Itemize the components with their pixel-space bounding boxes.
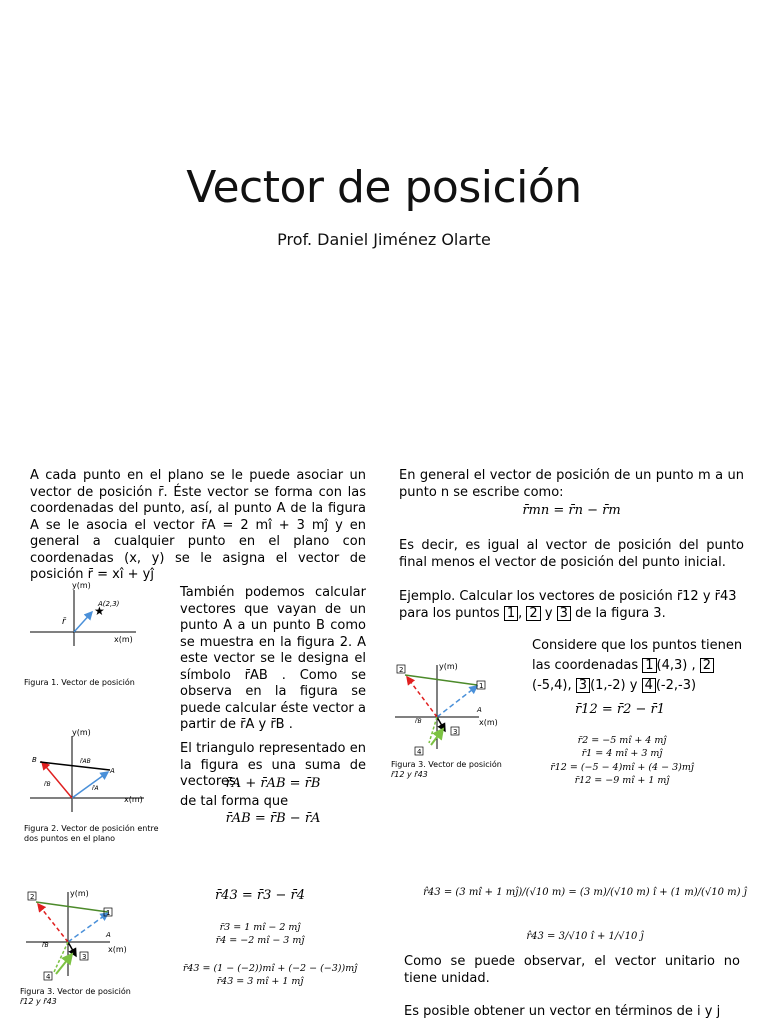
fig1-xlabel: x(m)	[114, 635, 133, 644]
fig3r-ylabel: y(m)	[439, 662, 458, 671]
es-posible-paragraph: Es posible obtener un vector en términos de i y j	[404, 1004, 721, 1019]
fig3r-caption-1: Figura 3. Vector de posición	[391, 760, 502, 769]
fig3-right-caption	[391, 760, 511, 780]
intro-paragraph: A cada punto en el plano se le puede asociar un vector de posición r̄. Éste vector se forma con las coordenadas del punto, así, al punto A de la figura A se le asocia el vector r̄A = 2 mî + 3 mĵ y en general a cualquier punto en el plano con coordenadas (x, y) se le asigna el vector de posición r̄ = xî + yĵ	[30, 468, 366, 582]
considere-text: Considere que los puntos tienen las coordenadas	[532, 638, 743, 673]
fig3b-xlabel: x(m)	[108, 945, 127, 954]
ejemplo-text: Ejemplo. Calcular los vectores de posición r̄12 y r̄43 para los puntos	[399, 589, 737, 621]
coord-4: (-2,-3)	[655, 678, 697, 693]
fig2-rb: r̄B	[44, 781, 51, 788]
fig3b-caption-2: r̄12 y r̄43	[20, 997, 57, 1006]
eq-r12: r̄12 = r̄2 − r̄1	[574, 702, 666, 717]
r1-eq: r̄1 = 4 mî + 3 mĵ	[581, 748, 663, 759]
fig3r-n3: 3	[453, 728, 458, 736]
coord-3-box: 3	[576, 678, 590, 693]
fig3r-rb: r̄B	[415, 718, 422, 725]
fig3b-ylabel: y(m)	[70, 889, 89, 898]
position-vector	[74, 612, 92, 632]
star-icon: ★	[94, 604, 105, 618]
fig3b-n4: 4	[46, 973, 51, 981]
fig3r-n4: 4	[417, 748, 422, 756]
fig3r-a: A	[477, 706, 482, 714]
r43a-eq: r̄43 = (1 − (−2))mî + (−2 − (−3))mĵ	[182, 963, 358, 974]
r43b-eq: r̄43 = 3 mî + 1 mĵ	[216, 976, 304, 987]
eq-sum: r̄A + r̄AB = r̄B	[225, 776, 321, 791]
eq-diff: r̄AB = r̄B − r̄A	[225, 811, 321, 826]
point-1-box: 1	[504, 606, 518, 621]
fig3r-xlabel: x(m)	[479, 718, 498, 727]
fig2-b: B	[32, 756, 37, 764]
r2-eq: r̄2 = −5 mî + 4 mĵ	[577, 735, 667, 746]
fig1-ylabel: y(m)	[72, 581, 91, 590]
fig2-caption: Figura 2. Vector de posición entre dos puntos en el plano	[24, 824, 159, 843]
fig2-ra: r̄A	[92, 785, 99, 792]
unit-vector-eq-2: r̂43 = 3/√10 î + 1/√10 ĵ	[526, 931, 644, 942]
es-decir-paragraph: Es decir, es igual al vector de posición del punto final menos el vector de posición del punto inicial.	[399, 538, 744, 570]
fig3r-n1: 1	[479, 682, 484, 690]
figure-2	[26, 722, 154, 816]
point-3-box: 3	[557, 606, 571, 621]
r3-eq: r̄3 = 1 mî − 2 mĵ	[219, 922, 301, 933]
r12a-eq: r̄12 = (−5 − 4)mî + (4 − 3)mĵ	[550, 762, 694, 773]
ejemplo-end: de la figura 3.	[575, 605, 666, 621]
page-subtitle: Prof. Daniel Jiménez Olarte	[277, 230, 491, 249]
ejemplo-sep-1: ,	[518, 605, 523, 621]
page-title: Vector de posición	[186, 162, 582, 213]
general-paragraph: En general el vector de posición de un punto m a un punto n se escribe como:	[399, 468, 744, 500]
de-tal-forma: de tal forma que	[180, 794, 289, 809]
coord-1: (4,3) ,	[656, 658, 696, 673]
fig3b-rb: r̄B	[42, 942, 49, 949]
coord-4-box: 4	[642, 678, 656, 693]
ejemplo-sep-2: y	[544, 605, 553, 621]
figure-1	[28, 578, 146, 650]
point-2-box: 2	[526, 606, 540, 621]
fig2-xlabel: x(m)	[124, 795, 143, 804]
fig1-vec: r̄	[62, 617, 66, 627]
eq-mn: r̄mn = r̄n − r̄m	[522, 503, 621, 518]
fig3r-n2: 2	[399, 666, 404, 674]
fig1-caption: Figura 1. Vector de posición	[24, 678, 135, 687]
coord-2: (-5,4),	[532, 678, 572, 693]
unit-vector-eq-1: r̂43 = (3 mî + 1 mĵ)/(√10 m) = (3 m)/(√10 m) î + (1 m)/(√10 m) ĵ	[423, 887, 747, 898]
fig3b-n3: 3	[82, 953, 87, 961]
fig3r-caption-2: r̄12 y r̄43	[391, 770, 428, 779]
figure-3-right	[393, 657, 508, 759]
fig3-bottom-caption	[20, 987, 150, 1007]
fig2-ylabel: y(m)	[72, 728, 91, 737]
fig3b-a: A	[106, 931, 111, 939]
middle-paragraph: También podemos calcular vectores que vayan de un punto A a un punto B como se muestra en la figura 2. A este vector se le designa el símbolo r̄AB . Como se observa en la figura se puede calcular éste vector a partir de r̄A y r̄B .	[180, 585, 366, 732]
como-paragraph: Como se puede observar, el vector unitario no tiene unidad.	[404, 954, 740, 986]
figure-3-bottom	[24, 884, 139, 986]
eq-r43: r̄43 = r̄3 − r̄4	[214, 888, 306, 903]
ejemplo-paragraph	[399, 589, 744, 622]
fig2-a: A	[110, 767, 115, 775]
r12b-eq: r̄12 = −9 mî + 1 mĵ	[574, 775, 670, 786]
coord-3: (1,-2) y	[590, 678, 638, 693]
r4-eq: r̄4 = −2 mî − 3 mĵ	[215, 935, 305, 946]
fig3b-n2: 2	[30, 893, 35, 901]
fig3b-caption-1: Figura 3. Vector de posición	[20, 987, 131, 996]
fig2-rab: r̄AB	[80, 758, 91, 765]
fig3b-n1: 1	[106, 909, 111, 917]
coord-1-box: 1	[642, 658, 656, 673]
triangle-paragraph: El triangulo representado en la figura es una suma de vectores.	[180, 741, 366, 789]
fig1-point: A(2,3)	[98, 600, 120, 608]
considere-paragraph	[532, 636, 746, 696]
coord-2-box: 2	[700, 658, 714, 673]
